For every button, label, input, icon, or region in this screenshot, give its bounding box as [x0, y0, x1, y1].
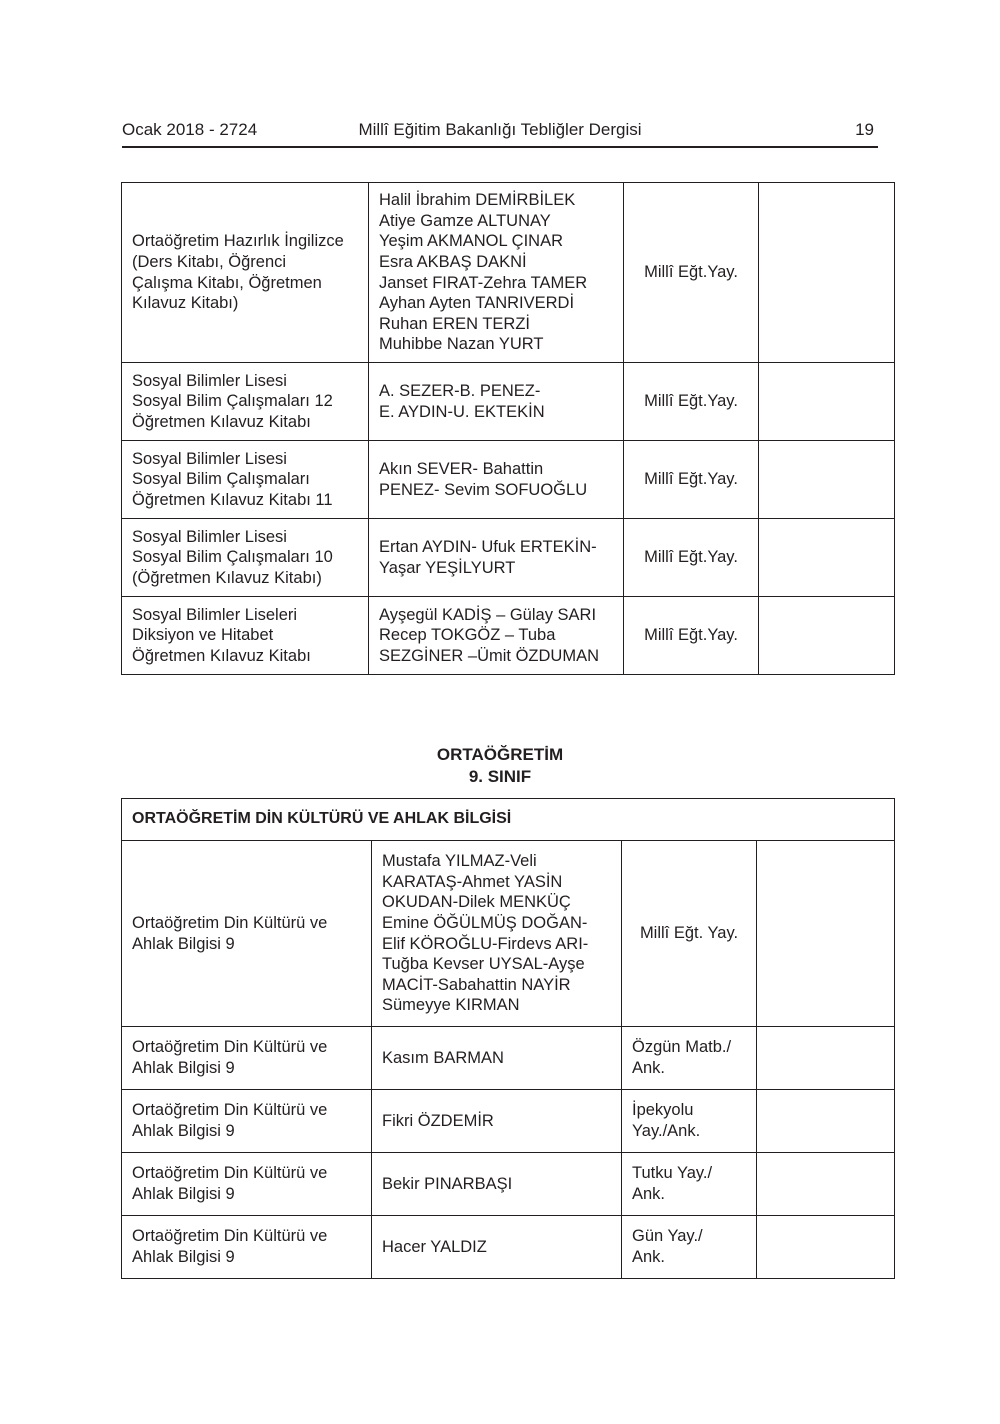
empty-cell	[757, 1027, 895, 1090]
section-heading	[0, 744, 1000, 788]
textbook-table-1	[121, 182, 895, 675]
book-title-cell: Sosyal Bilimler Lisesi Sosyal Bilim Çalışmaları 10 (Öğretmen Kılavuz Kitabı)	[122, 519, 369, 597]
empty-cell	[759, 597, 895, 675]
book-title-cell: Ortaöğretim Hazırlık İngilizce (Ders Kitabı, Öğrenci Çalışma Kitabı, Öğretmen Kılavuz Kitabı)	[122, 183, 369, 363]
publisher-cell: Gün Yay./ Ank.	[622, 1216, 757, 1279]
book-title-cell: Ortaöğretim Din Kültürü ve Ahlak Bilgisi 9	[122, 1216, 372, 1279]
page-header	[122, 118, 878, 148]
table-row	[122, 841, 895, 1027]
authors-cell: Ayşegül KADİŞ – Gülay SARI Recep TOKGÖZ – Tuba SEZGİNER –Ümit ÖZDUMAN	[369, 597, 624, 675]
empty-cell	[757, 1090, 895, 1153]
table-row	[122, 1216, 895, 1279]
table-row	[122, 441, 895, 519]
publisher-cell: Tutku Yay./ Ank.	[622, 1153, 757, 1216]
issue-date: Ocak 2018 - 2724	[122, 120, 258, 139]
subject-title: ORTAÖĞRETİM DİN KÜLTÜRÜ VE AHLAK BİLGİSİ	[122, 799, 895, 841]
empty-cell	[759, 363, 895, 441]
table-title-row	[122, 799, 895, 841]
empty-cell	[759, 441, 895, 519]
publisher-cell: Millî Eğt.Yay.	[624, 519, 759, 597]
table-row	[122, 363, 895, 441]
book-title-cell: Ortaöğretim Din Kültürü ve Ahlak Bilgisi 9	[122, 1027, 372, 1090]
book-title-cell: Sosyal Bilimler Liseleri Diksiyon ve Hitabet Öğretmen Kılavuz Kitabı	[122, 597, 369, 675]
authors-cell: Ertan AYDIN- Ufuk ERTEKİN- Yaşar YEŞİLYURT	[369, 519, 624, 597]
table-row	[122, 183, 895, 363]
authors-cell: A. SEZER-B. PENEZ- E. AYDIN-U. EKTEKİN	[369, 363, 624, 441]
publisher-cell: Millî Eğt.Yay.	[624, 597, 759, 675]
table-row	[122, 597, 895, 675]
empty-cell	[757, 841, 895, 1027]
section-subtitle: 9. SINIF	[468, 767, 532, 786]
book-title-cell: Ortaöğretim Din Kültürü ve Ahlak Bilgisi 9	[122, 1153, 372, 1216]
empty-cell	[757, 1153, 895, 1216]
book-title-cell: Ortaöğretim Din Kültürü ve Ahlak Bilgisi 9	[122, 1090, 372, 1153]
publisher-cell: İpekyolu Yay./Ank.	[622, 1090, 757, 1153]
book-title-cell: Sosyal Bilimler Lisesi Sosyal Bilim Çalışmaları Öğretmen Kılavuz Kitabı 11	[122, 441, 369, 519]
authors-cell: Hacer YALDIZ	[372, 1216, 622, 1279]
empty-cell	[757, 1216, 895, 1279]
section-title: ORTAÖĞRETİM	[436, 745, 564, 764]
textbook-table-2	[121, 798, 895, 1279]
empty-cell	[759, 183, 895, 363]
publisher-cell: Millî Eğt.Yay.	[624, 441, 759, 519]
authors-cell: Bekir PINARBAŞI	[372, 1153, 622, 1216]
publisher-cell: Millî Eğt. Yay.	[622, 841, 757, 1027]
book-title-cell: Ortaöğretim Din Kültürü ve Ahlak Bilgisi 9	[122, 841, 372, 1027]
book-title-cell: Sosyal Bilimler Lisesi Sosyal Bilim Çalışmaları 12 Öğretmen Kılavuz Kitabı	[122, 363, 369, 441]
page-number: 19	[855, 120, 874, 139]
journal-title: Millî Eğitim Bakanlığı Tebliğler Dergisi	[358, 120, 642, 139]
authors-cell: Mustafa YILMAZ-Veli KARATAŞ-Ahmet YASİN OKUDAN-Dilek MENKÜÇ Emine ÖĞÜLMÜŞ DOĞAN- Elif KÖROĞLU-Firdevs ARI- Tuğba Kevser UYSAL-Ayşe MACİT-Sabahattin NAYİR Sümeyye KIRMAN	[372, 841, 622, 1027]
authors-cell: Fikri ÖZDEMİR	[372, 1090, 622, 1153]
table-row	[122, 1090, 895, 1153]
table-row	[122, 1153, 895, 1216]
authors-cell: Akın SEVER- Bahattin PENEZ- Sevim SOFUOĞLU	[369, 441, 624, 519]
publisher-cell: Millî Eğt.Yay.	[624, 363, 759, 441]
authors-cell: Halil İbrahim DEMİRBİLEK Atiye Gamze ALTUNAY Yeşim AKMANOL ÇINAR Esra AKBAŞ DAKNİ Janset FIRAT-Zehra TAMER Ayhan Ayten TANRIVERDİ Ruhan EREN TERZİ Muhibbe Nazan YURT	[369, 183, 624, 363]
table-row	[122, 1027, 895, 1090]
authors-cell: Kasım BARMAN	[372, 1027, 622, 1090]
empty-cell	[759, 519, 895, 597]
publisher-cell: Özgün Matb./ Ank.	[622, 1027, 757, 1090]
publisher-cell: Millî Eğt.Yay.	[624, 183, 759, 363]
table-row	[122, 519, 895, 597]
